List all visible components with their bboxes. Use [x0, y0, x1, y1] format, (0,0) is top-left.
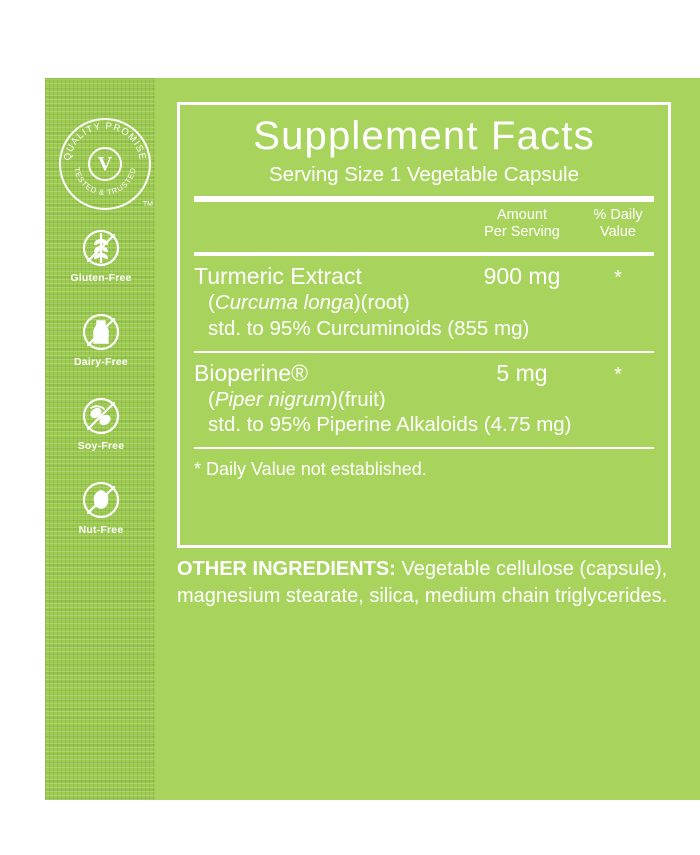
gluten-free-badge	[65, 226, 137, 284]
soy-free-icon	[79, 394, 123, 438]
gluten-free-icon	[79, 226, 123, 270]
nut-free-badge	[65, 478, 137, 536]
nutrient-daily-value: *	[614, 363, 622, 386]
nut-free-icon	[79, 478, 123, 522]
nutrient-name: Turmeric Extract	[194, 263, 362, 290]
column-headers	[194, 207, 654, 243]
nutrient-source: (Piper nigrum)(fruit)	[208, 387, 386, 411]
supplement-facts-title: Supplement Facts	[253, 114, 595, 158]
seal-v-letter: V	[97, 153, 113, 175]
table-row	[194, 256, 654, 341]
serving-size-text: Serving Size 1 Vegetable Capsule	[269, 163, 579, 186]
dairy-free-icon	[79, 310, 123, 354]
other-ingredients-block	[177, 556, 677, 610]
seal-bottom-text: TESTED & TRUSTED	[72, 166, 138, 198]
seal-top-text: QUALITY PROMISE	[62, 120, 148, 162]
nutrient-source: (Curcuma longa)(root)	[208, 291, 410, 315]
soy-free-label: Soy-Free	[77, 440, 125, 452]
divider-top	[194, 196, 654, 202]
other-ingredients-heading: OTHER INGREDIENTS:	[177, 558, 396, 580]
nutrient-amount: 5 mg	[496, 359, 548, 386]
nutrient-latin-name: Piper nigrum	[214, 387, 332, 411]
nut-free-label: Nut-Free	[78, 524, 124, 536]
supplement-label-panel	[45, 78, 700, 800]
nutrient-amount: 900 mg	[483, 263, 561, 290]
other-ingredients-text: Vegetable cellulose (capsule), magnesium stearate, silica, medium chain triglycerides.	[177, 558, 668, 607]
divider-before-footnote	[194, 447, 654, 449]
nutrient-name: Bioperine®	[194, 359, 309, 386]
dairy-free-badge	[65, 310, 137, 368]
nutrient-standardization: std. to 95% Piperine Alkaloids (4.75 mg)	[208, 413, 572, 437]
seal-v-mark	[88, 147, 122, 181]
table-row	[194, 353, 654, 438]
nutrient-standardization: std. to 95% Curcuminoids (855 mg)	[208, 316, 530, 340]
supplement-facts-box	[177, 102, 671, 548]
amount-per-serving-header: Amount Per Serving	[484, 207, 560, 240]
gluten-free-label: Gluten-Free	[70, 272, 132, 284]
seal-trademark: TM	[142, 201, 153, 208]
quality-promise-seal	[59, 118, 151, 210]
daily-value-header: % Daily Value	[593, 207, 643, 240]
dairy-free-label: Dairy-Free	[74, 356, 128, 368]
nutrient-daily-value: *	[614, 267, 622, 290]
daily-value-footnote: * Daily Value not established.	[194, 458, 427, 479]
soy-free-badge	[65, 394, 137, 452]
nutrient-latin-name: Curcuma longa	[214, 291, 354, 315]
